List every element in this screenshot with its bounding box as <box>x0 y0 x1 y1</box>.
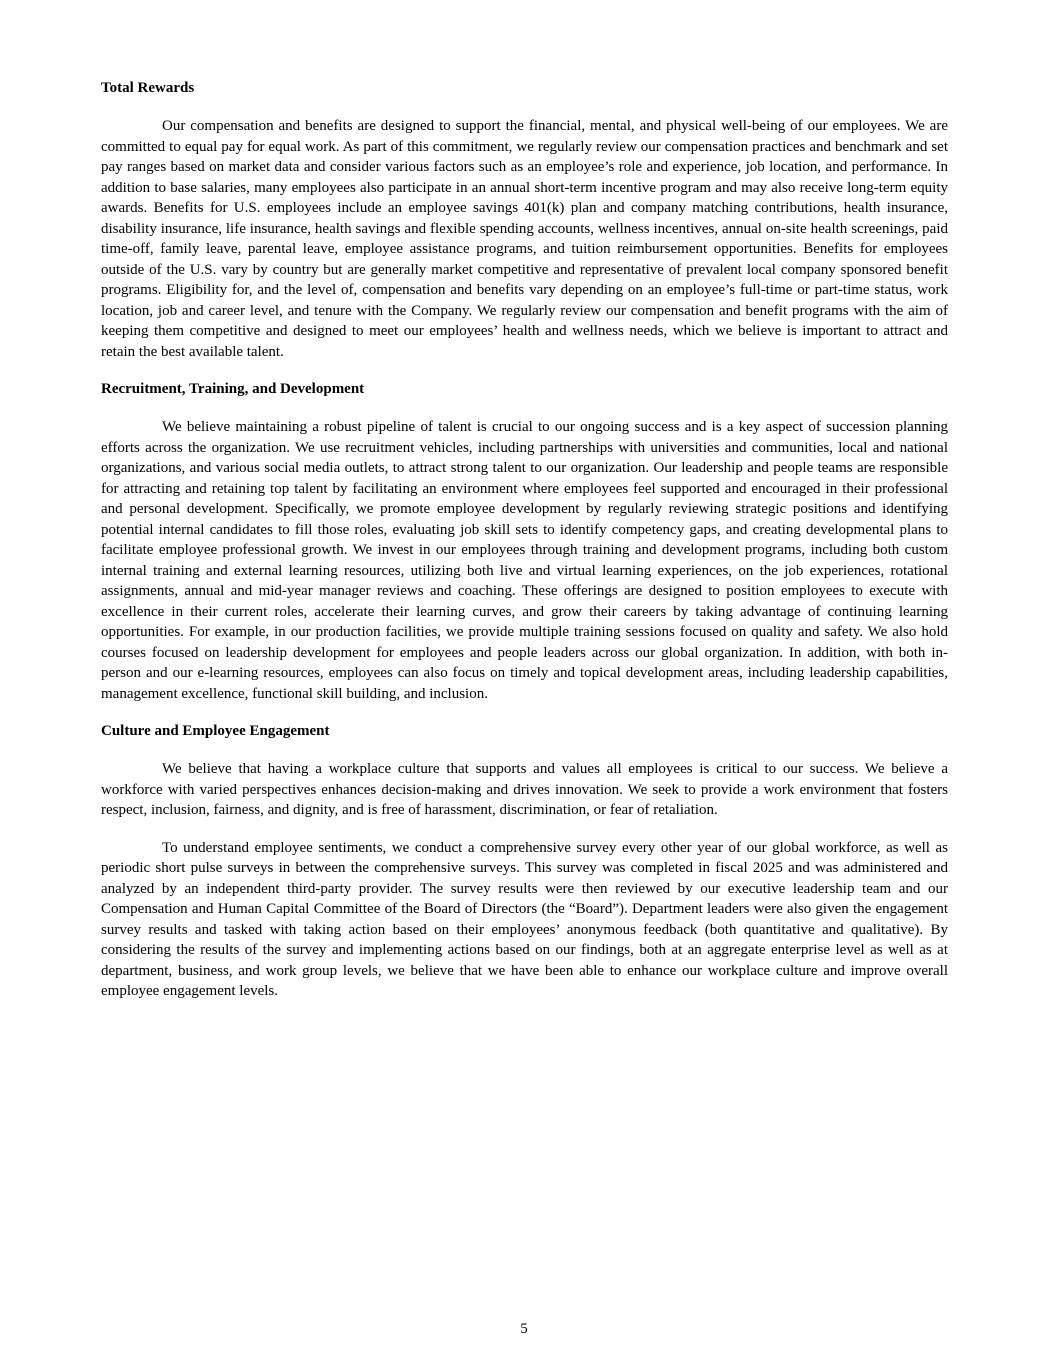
section-heading: Culture and Employee Engagement <box>101 723 330 739</box>
body-paragraph: To understand employee sentiments, we conduct a comprehensive survey every other year of our global workforce, as well as periodic short pulse surveys in between the comprehensive surveys. This survey was completed in fiscal 2025 and was administered and analyzed by an independent third-party provider. The survey results were then reviewed by our executive leadership team and our Compensation and Human Capital Committee of the Board of Directors (the “Board”). Department leaders were also given the engagement survey results and tasked with taking action based on their employees’ anonymous feedback (both quantitative and qualitative). By considering the results of the survey and implementing actions based on our findings, both at an aggregate enterprise level as well as at department, business, and work group levels, we believe that we have been able to enhance our workplace culture and improve overall employee engagement levels. <box>101 839 948 999</box>
body-paragraph: Our compensation and benefits are designed to support the financial, mental, and physical well-being of our employees. We are committed to equal pay for equal work. As part of this commitment, we regularly review our compensation practices and benchmark and set pay ranges based on market data and consider various factors such as an employee’s role and experience, job location, and performance. In addition to base salaries, many employees also participate in an annual short-term incentive program and may also receive long-term equity awards. Benefits for U.S. employees include an employee savings 401(k) plan and company matching contributions, health insurance, disability insurance, life insurance, health savings and flexible spending accounts, wellness incentives, annual on-site health screenings, paid time-off, family leave, parental leave, employee assistance programs, and tuition reimbursement opportunities. Benefits for employees outside of the U.S. vary by country but are generally market competitive and representative of prevalent local company sponsored benefit programs. Eligibility for, and the level of, compensation and benefits vary depending on an employee’s full-time or part-time status, work location, job and career level, and tenure with the Company. We regularly review our compensation and benefit programs with the aim of keeping them competitive and designed to meet our employees’ health and wellness needs, which we believe is important to attract and retain the best available talent. <box>101 118 948 360</box>
page-number: 5 <box>520 1321 528 1337</box>
section-heading: Total Rewards <box>101 80 195 96</box>
section-total-rewards <box>101 78 948 362</box>
section-culture-employee-engagement <box>101 721 948 1002</box>
section-heading: Recruitment, Training, and Development <box>101 381 365 397</box>
body-paragraph: We believe that having a workplace culture that supports and values all employees is critical to our success. We believe a workforce with varied perspectives enhances decision-making and drives innovation. We seek to provide a work environment that fosters respect, inclusion, fairness, and dignity, and is free of harassment, discrimination, or fear of retaliation. <box>101 761 948 818</box>
section-recruitment-training-development <box>101 379 948 704</box>
document-page <box>101 78 948 1019</box>
body-paragraph: We believe maintaining a robust pipeline of talent is crucial to our ongoing success and is a key aspect of succession planning efforts across the organization. We use recruitment vehicles, including partnerships with universities and communities, local and national organizations, and various social media outlets, to attract strong talent to our organization. Our leadership and people teams are responsible for attracting and retaining top talent by facilitating an environment where employees feel supported and encouraged in their professional and personal development. Specifically, we promote employee development by regularly reviewing strategic positions and identifying potential internal candidates to fill those roles, evaluating job skill sets to identify competency gaps, and creating developmental plans to facilitate employee professional growth. We invest in our employees through training and development programs, including both custom internal training and external learning resources, utilizing both live and virtual learning experiences, on the job experiences, rotational assignments, annual and mid-year manager reviews and coaching. These offerings are designed to position employees to execute with excellence in their current roles, accelerate their learning curves, and grow their careers by taking advantage of continuing learning opportunities. For example, in our production facilities, we provide multiple training sessions focused on quality and safety. We also hold courses focused on leadership development for employees and people leaders across our global organization. In addition, with both in-person and our e-learning resources, employees can also focus on timely and topical development areas, including leadership capabilities, management excellence, functional skill building, and inclusion. <box>101 419 948 702</box>
